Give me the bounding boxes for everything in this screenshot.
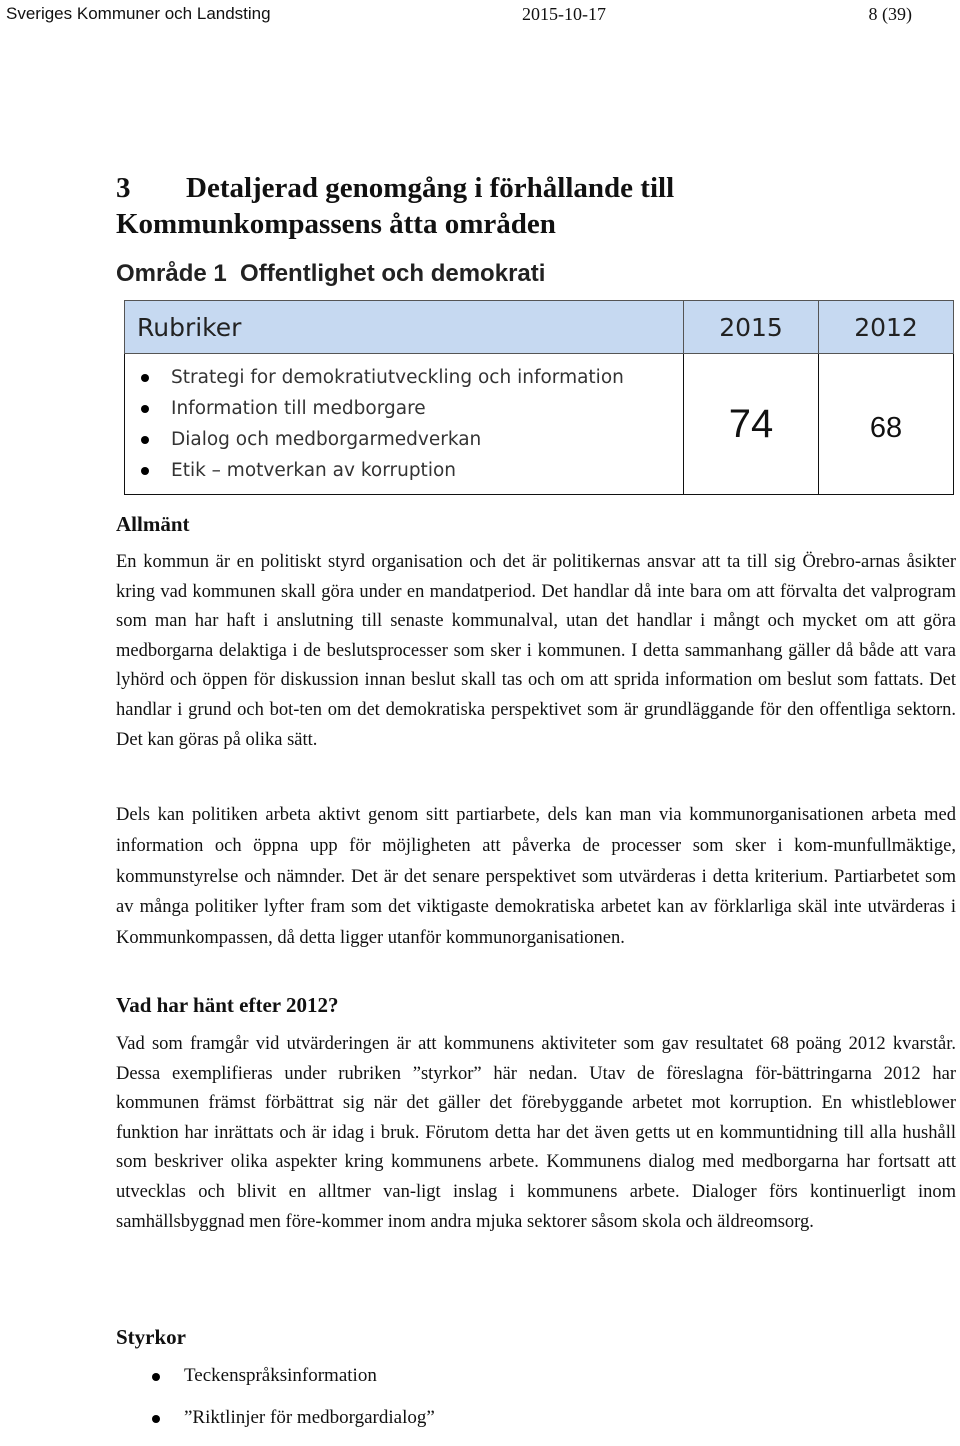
year-2012-header: 2012: [819, 301, 954, 354]
paragraph-allmant-2: Dels kan politiken arbeta aktivt genom sitt partiarbete, dels kan man via kommunorganisationen arbeta med information och öppna upp för möjligheten att påverka de processer som sker i kom-munfullmäktige, kommunstyrelse och nämnder. Det är det senare perspektivet som utvärderas i detta kriterium. Partiarbetet som av många politiker lyfter fram som det viktigaste demokratiska arbetet kan av förklarliga skäl inte utvärderas i Kommunkompassen, då detta ligger utanför kommunorganisationen.: [116, 805, 956, 949]
year-2015-header: 2015: [684, 301, 819, 354]
list-item: ”Riktlinjer för medborgardialog”: [150, 1404, 435, 1446]
score-table-row: [125, 354, 954, 495]
list-item: Information till medborgare: [139, 393, 683, 424]
list-item: Strategi for demokratiutveckling och information: [139, 362, 683, 393]
chapter-number: 3: [116, 172, 131, 204]
score-2015: 74: [684, 354, 819, 495]
header-page-number: 8 (39): [868, 4, 912, 24]
strengths-list: [150, 1362, 435, 1446]
section-heading-allmant: Allmänt: [116, 512, 190, 536]
chapter-heading: [116, 170, 916, 242]
header-organization: Sveriges Kommuner och Landsting: [6, 4, 271, 23]
section-heading-changes: Vad har hänt efter 2012?: [116, 993, 339, 1017]
header-date: 2015-10-17: [522, 4, 606, 24]
rubriker-cell: [125, 354, 684, 495]
paragraph-allmant-1: En kommun är en politiskt styrd organisation och det är politikernas ansvar att ta till sig Örebro-arnas åsikter kring vad kommunen skall göra under en mandatperiod. Det handlar då inte bara om att förvalta det valprogram som man har haft i anslutning till senaste kommunalval, utan det handlar i mångt och mycket om att göra medborgarna delaktiga i de beslutsprocesser som sker i kommunen. I detta sammanhang gäller då både att vara lyhörd och öppen för diskussion innan beslut skall tas och om att sprida information om beslut som fattats. Det handlar i grund och bot-ten om det demokratiska perspektivet som är grundläggande för den offentliga sektorn. Det kan göras på olika sätt.: [116, 552, 956, 750]
paragraph-changes: Vad som framgår vid utvärderingen är att kommunens aktiviteter som gav resultatet 68 poäng 2012 kvarstår. Dessa exemplifieras under rubriken ”styrkor” här nedan. Utav de föreslagna för-bättringarna 2012 har kommunen främst förbättrat sig när det gäller det förebyggande arbetet mot korruption. En whistleblower funktion har inrättats och är idag i bruk. Förutom detta har det även getts ut en kommuntidning till alla hushåll som beskriver olika aspekter kring kommunens arbete. Kommunens dialog med medborgarna har fortsatt att utvecklas och blivit en alltmer van-ligt inslag i kommunens arbete. Dialoger förs kontinuerligt inom samhällsbyggnad men före-kommer inom andra mjuka sektorer såsom skola och äldreomsorg.: [116, 1034, 956, 1232]
score-2012: 68: [819, 354, 954, 495]
list-item: Teckenspråksinformation: [150, 1362, 435, 1404]
chapter-title: Detaljerad genomgång i förhållande till Kommunkompassens åtta områden: [116, 172, 675, 240]
page-header: [0, 0, 960, 30]
rubriker-list: [139, 362, 683, 486]
section-heading-strengths: Styrkor: [116, 1325, 186, 1349]
list-item: Dialog och medborgarmedverkan: [139, 424, 683, 455]
rubriker-header: Rubriker: [125, 301, 684, 354]
score-table-header: [125, 301, 954, 354]
score-table: [124, 300, 954, 495]
list-item: Etik – motverkan av korruption: [139, 455, 683, 486]
area-title: Område 1 Offentlighet och demokrati: [116, 260, 546, 287]
